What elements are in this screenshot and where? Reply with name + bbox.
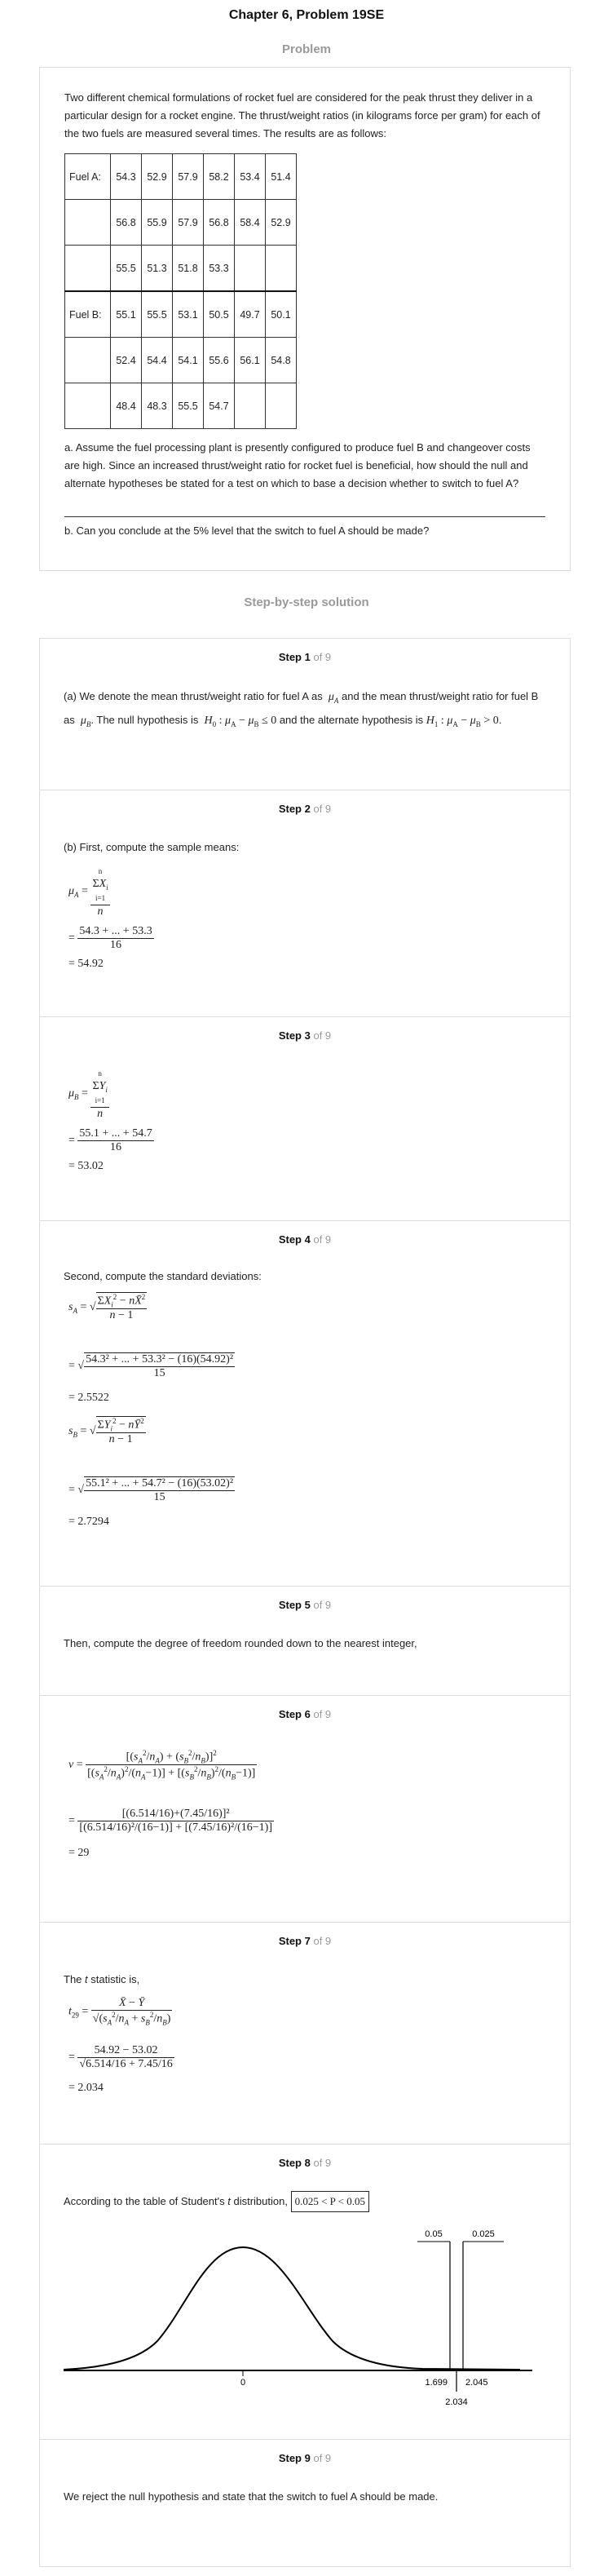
observed-t-label: 2.034 [445, 2397, 468, 2407]
t-distribution-curve [64, 2247, 520, 2370]
formula-sd-a-sub: = √ $\frac{\text{54.3² + ... + 53.3² − (16)(54.92)²}}{15}$ [68, 1353, 234, 1379]
table-cell: 52.9 [266, 200, 297, 246]
math-mu-b: $\mu_B$ [77, 714, 91, 728]
critical-value-2.045: 2.045 [465, 2378, 488, 2388]
sd-a-result: = 2.5522 [68, 1392, 109, 1404]
table-cell: 55.5 [142, 291, 173, 338]
step-8 [39, 2144, 571, 2439]
step-9 [39, 2439, 571, 2566]
table-cell: 54.1 [173, 338, 204, 383]
table-row [65, 200, 297, 246]
step-2 [39, 790, 571, 1016]
table-row [65, 154, 297, 200]
formula-df-sub: = $\frac{\text{[(6.514/16)+(7.45/16)]²}}{\text{[(6.514/16)²/(16−1)] + [(7.45/16)²/(16−1)]}}$ [68, 1808, 272, 1834]
table-cell: 49.7 [235, 291, 266, 338]
table-cell [65, 383, 111, 429]
table-cell [65, 200, 111, 246]
step-1 [39, 638, 571, 790]
sd-b-result: = 2.7294 [68, 1516, 109, 1528]
divider [64, 516, 545, 517]
table-cell: 53.3 [204, 246, 235, 292]
step-label: Step 5 of 9 [278, 1599, 332, 1611]
table-cell: 50.5 [204, 291, 235, 338]
table-cell [65, 246, 111, 292]
fuel-data-table [64, 153, 297, 429]
step-5-text: Then, compute the degree of freedom rounded down to the nearest integer, [64, 1637, 417, 1649]
step-5 [39, 1586, 571, 1695]
step-label: Step 2 of 9 [278, 803, 332, 815]
problem-intro: Two different chemical formulations of rocket fuel are considered for the peak thrust they deliver in a particular design for a rocket engine. The thrust/weight ratios (in kilograms force per gram) for each of the two fuels are measured several times. The results are as follows: [64, 91, 540, 139]
step-1-text: (a) We denote the mean thrust/weight ratio for fuel A as $\mu_A$ and the mean thrust/weight ratio for fuel B as $\mu_B$. The null hypothesis is $H_0$ : $\mu_A - \mu_B \le 0$ and the alternate hypothesis is $H_1$ : $\mu_A - \mu_B > 0$. [64, 690, 539, 728]
step-7 [39, 1922, 571, 2144]
solution-heading: Step-by-step solution [244, 595, 369, 609]
math-null-hypothesis: $H_0$ : $\mu_A - \mu_B \le 0$ [201, 714, 277, 728]
table-cell: 51.8 [173, 246, 204, 292]
step-7-text: The t statistic is, [64, 1973, 140, 1985]
step-label: Step 7 of 9 [278, 1935, 332, 1947]
formula-df: v = $\frac{[(s_A^2/n_A) + (s_B^2/n_B)]^2}{[(s_A^2/n_A)^2/(n_A-1)] + [(s_B^2/n_B)^2/(n_B-1)]}$ [68, 1749, 256, 1782]
table-cell: 50.1 [266, 291, 297, 338]
table-cell: 55.6 [204, 338, 235, 383]
fuel-a-label: Fuel A: [65, 154, 111, 200]
step-4 [39, 1220, 571, 1586]
step-4-text: Second, compute the standard deviations: [64, 1270, 262, 1282]
table-cell: 51.3 [142, 246, 173, 292]
step-8-text: According to the table of Student's t distribution, 0.025 < P < 0.05 [64, 2191, 545, 2212]
step-9-text: We reject the null hypothesis and state that the switch to fuel A should be made. [64, 2490, 439, 2503]
step-label: Step 9 of 9 [278, 2452, 332, 2464]
math-alt-hypothesis: $H_1$ : $\mu_A - \mu_B > 0$ [426, 714, 499, 728]
table-cell: 56.1 [235, 338, 266, 383]
formula-t-stat: $t_{29}$ = $\frac{X̄ - Ȳ}{√(s_A^2/n_A + s_B^2/n_B)}$ [68, 1997, 171, 2027]
table-cell: 55.5 [111, 246, 142, 292]
table-cell: 57.9 [173, 154, 204, 200]
table-cell: 53.4 [235, 154, 266, 200]
t-distribution-graph [64, 2219, 553, 2431]
table-cell: 55.9 [142, 200, 173, 246]
table-cell: 48.4 [111, 383, 142, 429]
table-cell: 55.1 [111, 291, 142, 338]
formula-mean-b-sub: = $\frac{55.1 + ... + 54.7}{16}$ [68, 1127, 152, 1153]
table-cell: 57.9 [173, 200, 204, 246]
fuel-b-label: Fuel B: [65, 291, 111, 338]
formula-mean-b: $\mu_B$ = n $\Sigma Y_i$ i=1 n [68, 1069, 108, 1120]
table-cell: 58.2 [204, 154, 235, 200]
formula-sd-b-sub: = √ $\frac{\text{55.1² + ... + 54.7² − (16)(53.02)²}}{15}$ [68, 1477, 234, 1503]
formula-sd-a: $s_A$ = √ $\frac{\Sigma X_i^2 - nX̄^2}{n - 1}$ [68, 1293, 146, 1322]
df-result: = 29 [68, 1847, 90, 1859]
table-cell [235, 246, 266, 292]
page-title: Chapter 6, Problem 19SE [228, 8, 385, 22]
table-cell: 54.8 [266, 338, 297, 383]
table-row [65, 383, 297, 429]
table-cell: 52.4 [111, 338, 142, 383]
mean-b-result: = 53.02 [68, 1160, 104, 1172]
math-mu-a: $\mu_A$ [325, 691, 339, 705]
table-cell: 56.8 [111, 200, 142, 246]
step-label: Step 6 of 9 [278, 1708, 332, 1720]
p-value-range: 0.025 < P < 0.05 [291, 2191, 369, 2212]
table-row [65, 338, 297, 383]
t-stat-result: = 2.034 [68, 2082, 104, 2094]
problem-part-b: b. Can you conclude at the 5% level that the switch to fuel A should be made? [64, 524, 430, 537]
problem-card [39, 67, 571, 571]
mean-a-result: = 54.92 [68, 958, 104, 970]
step-label: Step 8 of 9 [278, 2157, 332, 2169]
table-cell: 48.3 [142, 383, 173, 429]
table-cell [266, 246, 297, 292]
table-cell: 51.4 [266, 154, 297, 200]
center-label: 0 [240, 2378, 246, 2388]
tail-label-0.05: 0.05 [425, 2229, 443, 2239]
table-cell: 53.1 [173, 291, 204, 338]
step-2-text: (b) First, compute the sample means: [64, 841, 240, 853]
formula-mean-a-sub: = $\frac{54.3 + ... + 53.3}{16}$ [68, 925, 152, 951]
problem-part-a: a. Assume the fuel processing plant is presently configured to produce fuel B and changeover costs are high. Since an increased thrust/weight ratio for rocket fuel is beneficial, how should the null and alternate hypotheses be stated for a test on which to base a decision whether to switch to fuel A? [64, 441, 531, 489]
critical-value-1.699: 1.699 [425, 2378, 448, 2388]
table-row [65, 291, 297, 338]
step-6 [39, 1695, 571, 1922]
step-label: Step 3 of 9 [278, 1029, 332, 1042]
step-label: Step 1 of 9 [278, 651, 332, 663]
table-cell: 54.3 [111, 154, 142, 200]
table-cell: 54.4 [142, 338, 173, 383]
formula-t-stat-sub: = $\frac{54.92 - 53.02}{√6.514/16 + 7.45/16}$ [68, 2044, 173, 2070]
table-cell [266, 383, 297, 429]
step-label: Step 4 of 9 [278, 1233, 332, 1246]
tail-label-0.025: 0.025 [472, 2229, 495, 2239]
problem-heading: Problem [281, 42, 331, 56]
formula-sd-b: $s_B$ = √ $\frac{\Sigma Y_i^2 - nȲ^2}{n - 1}$ [68, 1417, 144, 1446]
table-row [65, 246, 297, 292]
table-cell: 52.9 [142, 154, 173, 200]
table-cell: 55.5 [173, 383, 204, 429]
table-cell: 58.4 [235, 200, 266, 246]
step-3 [39, 1016, 571, 1220]
table-cell: 54.7 [204, 383, 235, 429]
table-cell: 56.8 [204, 200, 235, 246]
table-cell [65, 338, 111, 383]
formula-mean-a: $\mu_A$ = n $\Sigma X_i$ i=1 n [68, 867, 108, 918]
table-cell [235, 383, 266, 429]
